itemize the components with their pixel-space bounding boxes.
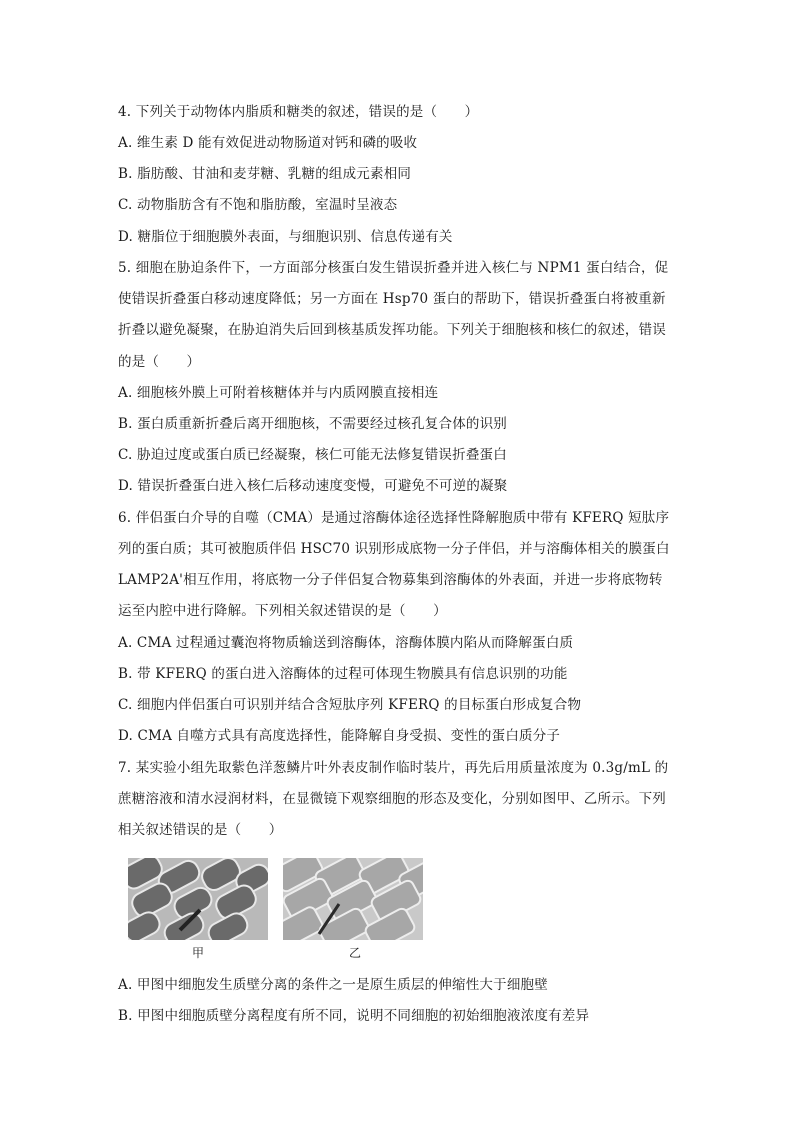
micrograph-figures [128,858,428,958]
q7-option-b: B. 甲图中细胞质壁分离程度有所不同，说明不同细胞的初始细胞液浓度有差异 [118,1008,590,1024]
q6-option-d: D. CMA 自噬方式具有高度选择性，能降解自身受损、变性的蛋白质分子 [118,728,561,744]
q7-stem-line-2: 蔗糖溶液和清水浸润材料，在显微镜下观察细胞的形态及变化，分别如图甲、乙所示。下列 [118,791,666,807]
figure-caption-jia: 甲 [191,946,204,960]
q6-option-c: C. 细胞内伴侣蛋白可识别并结合含短肽序列 KFERQ 的目标蛋白形成复合物 [118,697,582,713]
q6-stem-line-1: 6. 伴侣蛋白介导的自噬（CMA）是通过溶酶体途径选择性降解胞质中带有 KFERQ 短肽序 [118,510,670,526]
q5-stem-line-1: 5. 细胞在胁迫条件下，一方面部分核蛋白发生错误折叠并进入核仁与 NPM1 蛋白结合，促 [118,260,669,276]
q5-stem-line-4: 的是（ ） [118,354,201,370]
q5-option-d: D. 错误折叠蛋白进入核仁后移动速度变慢，可避免不可逆的凝聚 [118,478,508,494]
q4-option-d: D. 糖脂位于细胞膜外表面，与细胞识别、信息传递有关 [118,229,453,245]
q6-stem-line-4: 运至内腔中进行降解。下列相关叙述错误的是（ ） [118,603,447,619]
q4-option-a: A. 维生素 D 能有效促进动物肠道对钙和磷的吸收 [118,135,418,151]
q6-option-b: B. 带 KFERQ 的蛋白进入溶酶体的过程可体现生物膜具有信息识别的功能 [118,666,568,682]
q6-stem-line-2: 列的蛋白质；其可被胞质伴侣 HSC70 识别形成底物一分子伴侣，并与溶酶体相关的膜蛋白 [118,541,670,557]
figure-caption-yi: 乙 [348,946,361,960]
q7-stem-line-3: 相关叙述错误的是（ ） [118,822,283,838]
q4-stem: 4. 下列关于动物体内脂质和糖类的叙述，错误的是（ ） [118,104,479,120]
q4-option-c: C. 动物脂肪含有不饱和脂肪酸，室温时呈液态 [118,197,398,213]
q4-option-b: B. 脂肪酸、甘油和麦芽糖、乳糖的组成元素相同 [118,166,412,182]
micrograph-jia-image [128,858,268,940]
q6-option-a: A. CMA 过程通过囊泡将物质输送到溶酶体，溶酶体膜内陷从而降解蛋白质 [118,635,574,651]
micrograph-yi-image [283,858,423,940]
q5-option-a: A. 细胞核外膜上可附着核糖体并与内质网膜直接相连 [118,385,439,401]
q5-stem-line-3: 折叠以避免凝聚，在胁迫消失后回到核基质发挥功能。下列关于细胞核和核仁的叙述，错误 [118,322,666,338]
q5-stem-line-2: 使错误折叠蛋白移动速度降低；另一方面在 Hsp70 蛋白的帮助下，错误折叠蛋白将被重新 [118,291,666,307]
q5-option-b: B. 蛋白质重新折叠后离开细胞核，不需要经过核孔复合体的识别 [118,416,508,432]
q7-option-a: A. 甲图中细胞发生质壁分离的条件之一是原生质层的伸缩性大于细胞壁 [118,977,548,993]
q5-option-c: C. 胁迫过度或蛋白质已经凝聚，核仁可能无法修复错误折叠蛋白 [118,447,507,463]
q6-stem-line-3: LAMP2A'相互作用，将底物一分子伴侣复合物募集到溶酶体的外表面，并进一步将底物转 [118,572,663,588]
q7-stem-line-1: 7. 某实验小组先取紫色洋葱鳞片叶外表皮制作临时装片，再先后用质量浓度为 0.3g/mL 的 [118,760,669,776]
